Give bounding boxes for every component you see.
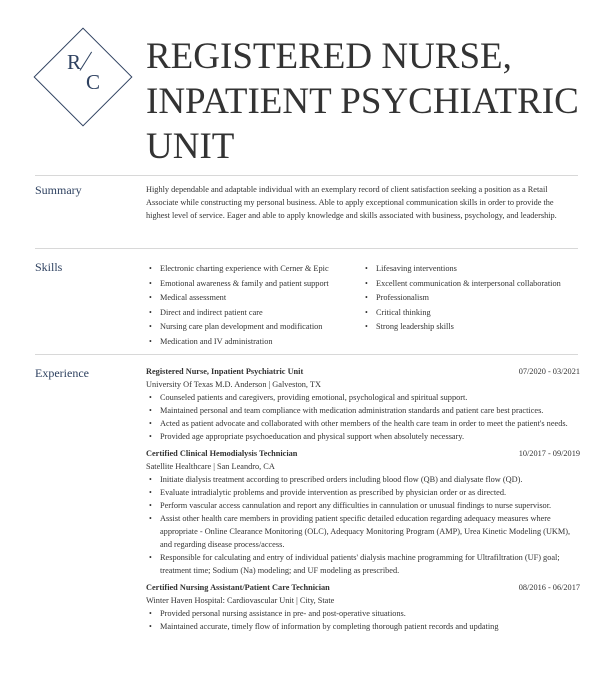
- job-dates: 07/2020 - 03/2021: [518, 367, 580, 376]
- job-dates: 10/2017 - 09/2019: [518, 449, 580, 458]
- divider: [35, 354, 578, 355]
- list-item: • Professionalism: [362, 291, 574, 305]
- divider: [35, 175, 578, 176]
- title-line: REGISTERED NURSE,: [146, 36, 512, 77]
- list-item: • Perform vascular access cannulation and report any difficulties in cannulation or unusual findings to nurse supervisor.: [146, 499, 580, 512]
- list-item: • Acted as patient advocate and collaborated with other members of the health care team in order to meet the patient's needs.: [146, 417, 580, 430]
- list-item: • Electronic charting experience with Cerner & Epic: [146, 262, 358, 276]
- list-item: • Lifesaving interventions: [362, 262, 574, 276]
- job-duties: [146, 607, 580, 633]
- experience-list: [146, 365, 580, 637]
- job-header: [146, 447, 580, 460]
- resume-title: [146, 34, 596, 169]
- job-header: [146, 365, 580, 378]
- summary-text: Highly dependable and adaptable individual with an exemplary record of client satisfaction seeking a position as a Retail Associate while constructing my personal business. Able to apply exceptional communication skills in order to provide the highest level of service. Eager and able to apply knowledge and skills associated with business, psychology, and leadership.: [146, 185, 557, 220]
- skills-column-right: [362, 262, 574, 335]
- job-title: Certified Clinical Hemodialysis Technician: [146, 449, 298, 458]
- monogram-logo: [34, 28, 130, 124]
- job-employer: Satellite Healthcare | San Leandro, CA: [146, 462, 275, 471]
- list-item: • Direct and indirect patient care: [146, 306, 358, 320]
- title-line: UNIT: [146, 126, 235, 167]
- job-header: [146, 581, 580, 594]
- job-title: Registered Nurse, Inpatient Psychiatric Unit: [146, 367, 304, 376]
- skills-column-left: [146, 262, 358, 349]
- section-heading-summary: Summary: [35, 183, 82, 197]
- list-item: • Nursing care plan development and modification: [146, 320, 358, 334]
- job-duties: [146, 391, 580, 443]
- list-item: • Medication and IV administration: [146, 335, 358, 349]
- list-item: • Maintained personal and team compliance with medication administration standards and patient care best practices.: [146, 404, 580, 417]
- monogram-first-initial: R: [67, 50, 82, 74]
- list-item: • Provided age appropriate psychoeducation and physical support when absolutely necessary.: [146, 430, 580, 443]
- job-employer: Winter Haven Hospital: Cardiovascular Unit | City, State: [146, 596, 335, 605]
- list-item: • Provided personal nursing assistance in pre- and post-operative situations.: [146, 607, 580, 620]
- monogram-last-initial: C: [86, 70, 101, 94]
- job-duties: [146, 473, 580, 577]
- list-item: • Maintained accurate, timely flow of information by completing thorough patient records and updating: [146, 620, 580, 633]
- divider: [35, 248, 578, 249]
- list-item: • Excellent communication & interpersonal collaboration: [362, 277, 574, 291]
- job-entry: [146, 447, 580, 577]
- title-line: INPATIENT PSYCHIATRIC: [146, 81, 579, 122]
- job-dates: 08/2016 - 06/2017: [518, 583, 580, 592]
- list-item: • Evaluate intradialytic problems and provide intervention as prescribed by physician order or as directed.: [146, 486, 580, 499]
- list-item: • Responsible for calculating and entry of individual patients' dialysis machine programming for Ultrafiltration (UF) goal; treatment time; Sodium (Na) modeling; and UF modeling as prescribed.: [146, 551, 580, 577]
- monogram-diamond: [34, 28, 133, 127]
- job-title: Certified Nursing Assistant/Patient Care Technician: [146, 583, 330, 592]
- list-item: • Counseled patients and caregivers, providing emotional, psychological and spiritual support.: [146, 391, 580, 404]
- section-heading-experience: Experience: [35, 366, 89, 380]
- list-item: • Critical thinking: [362, 306, 574, 320]
- job-entry: [146, 581, 580, 633]
- list-item: • Strong leadership skills: [362, 320, 574, 334]
- job-employer: University Of Texas M.D. Anderson | Galveston, TX: [146, 380, 321, 389]
- list-item: • Assist other health care members in providing patient specific detailed education regarding adequacy measures where appropriate - Online Clearance Monitoring (OLC), Adequacy Monitoring Program (AMP), Urea Kinetic Modeling (UKM), and regarding disease process/access.: [146, 512, 580, 551]
- list-item: • Medical assessment: [146, 291, 358, 305]
- list-item: • Emotional awareness & family and patient support: [146, 277, 358, 291]
- list-item: • Initiate dialysis treatment according to prescribed orders including blood flow (QB) and dialysate flow (QD).: [146, 473, 580, 486]
- section-heading-skills: Skills: [35, 260, 63, 274]
- job-entry: [146, 365, 580, 443]
